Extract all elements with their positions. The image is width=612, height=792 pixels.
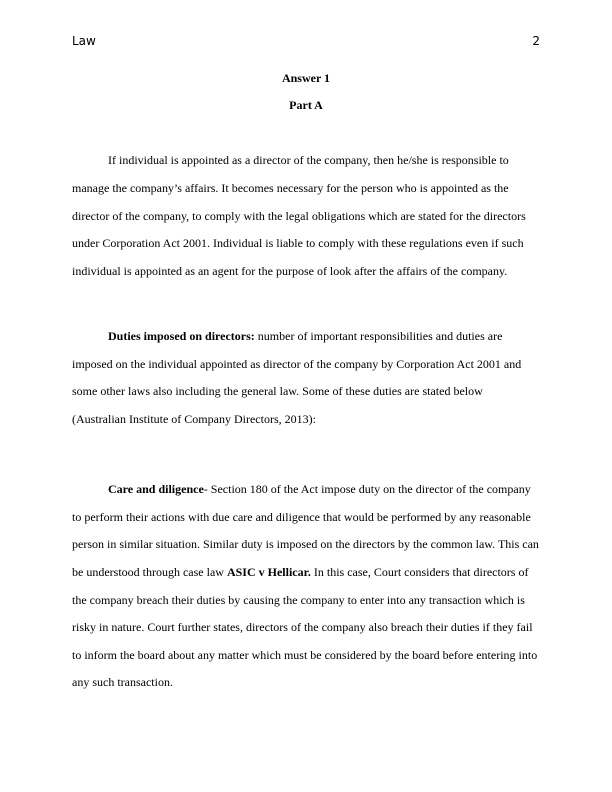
paragraph-line: director of the company, to comply with the legal obligations which are stated for the directors	[72, 209, 526, 223]
care-lead: Care and diligence	[108, 482, 204, 496]
paragraph-line: under Corporation Act 2001. Individual is liable to comply with these regulations even if such	[72, 236, 524, 250]
paragraph-line	[108, 482, 531, 497]
duties-lead: Duties imposed on directors:	[108, 329, 255, 343]
page-number: 2	[532, 34, 540, 48]
paragraph-line: individual is appointed as an agent for the purpose of look after the affairs of the company.	[72, 264, 508, 278]
paragraph-line: some other laws also including the general law. Some of these duties are stated below	[72, 384, 483, 398]
paragraph-line: imposed on the individual appointed as director of the company by Corporation Act 2001 and	[72, 357, 522, 371]
paragraph-line: (Australian Institute of Company Directors, 2013):	[72, 412, 316, 426]
case-post: In this case, Court considers that directors of	[310, 565, 529, 579]
paragraph-line: to perform their actions with due care and diligence that would be performed by any reasonable	[72, 510, 531, 524]
paragraph-line: manage the company’s affairs. It becomes necessary for the person who is appointed as the	[72, 181, 509, 195]
case-name: ASIC v Hellicar.	[226, 565, 311, 579]
paragraph-line: risky in nature. Court further states, directors of the company also breach their duties if they fail	[72, 620, 533, 634]
paragraph-line: If individual is appointed as a director of the company, then he/she is responsible to	[108, 153, 509, 167]
paragraph-line: any such transaction.	[72, 675, 173, 689]
care-line-rest: - Section 180 of the Act impose duty on the director of the company	[203, 482, 531, 496]
header-title: Law	[72, 34, 96, 48]
case-pre: be understood through case law	[72, 565, 227, 579]
paragraph-line: the company breach their duties by causing the company to enter into any transaction which is	[72, 593, 525, 607]
paragraph-line: to inform the board about any matter which must be considered by the board before entering into	[72, 648, 538, 662]
paragraph-line	[108, 329, 502, 344]
part-heading: Part A	[289, 98, 323, 112]
running-header	[72, 34, 540, 50]
duties-line-rest: number of important responsibilities and duties are	[254, 329, 503, 343]
answer-heading: Answer 1	[281, 71, 331, 85]
paragraph-line	[72, 565, 528, 580]
paragraph-line: person in similar situation. Similar duty is imposed on the directors by the common law. This can	[72, 537, 539, 551]
